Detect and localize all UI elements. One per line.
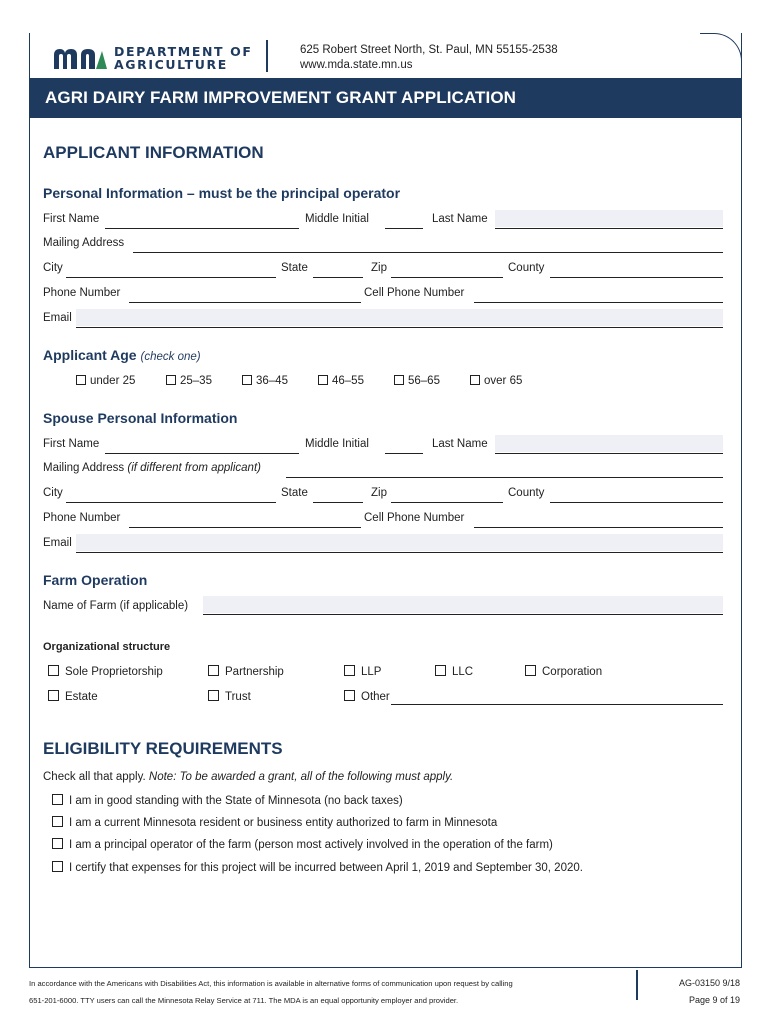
section-eligibility-heading: ELIGIBILITY REQUIREMENTS [43,739,283,758]
spouse-first-name-label: First Name [43,438,100,450]
spouse-email-field[interactable] [76,534,723,551]
org-llp[interactable] [344,665,381,678]
age-option-label: 36–45 [256,375,288,387]
form-id: AG-03150 9/18 [678,978,740,988]
logo-text [114,45,252,71]
mda-logo [52,44,252,72]
spouse-mailing-hint: (if different from applicant) [127,462,261,474]
footer-line2: 651-201-6000. TTY users can call the Minnesota Relay Service at 711. The MDA is an equal opportunity employer and provider. [29,996,459,1005]
spouse-county-label: County [508,487,545,499]
city-label: City [43,262,63,274]
eligibility-item-good-standing[interactable] [52,794,403,807]
spouse-city-field[interactable] [66,502,276,503]
spouse-first-name-field[interactable] [105,453,299,454]
age-option-over-65[interactable] [470,375,522,387]
org-option-label: Sole Proprietorship [65,666,163,678]
header-address [300,43,558,73]
footer-ada-notice [29,975,629,1009]
mailing-address-field[interactable] [133,252,723,253]
eligibility-item-certify-dates[interactable] [52,861,583,874]
org-trust[interactable] [208,690,251,703]
applicant-age-hint: (check one) [140,351,201,363]
checkbox-icon[interactable] [208,690,219,701]
org-sole-proprietorship[interactable] [48,665,163,678]
page-number: Page 9 of 19 [688,995,740,1005]
logo-text-line2: AGRICULTURE [114,57,228,72]
phone-label: Phone Number [43,287,121,299]
org-partnership[interactable] [208,665,284,678]
age-option-label: over 65 [484,375,523,387]
age-option-label: 56–65 [408,375,440,387]
eligibility-item-label: I am a current Minnesota resident or business entity authorized to farm in Minnesota [69,817,498,829]
phone-field[interactable] [129,302,361,303]
mn-logo-icon [52,45,108,71]
org-llc[interactable] [435,665,473,678]
farm-name-underline [203,614,723,615]
header-divider [266,40,268,72]
applicant-age-title: Applicant Age [43,347,137,363]
org-option-label: LLC [452,666,474,678]
spouse-zip-label: Zip [371,487,387,499]
checkbox-icon[interactable] [470,375,480,385]
checkbox-icon[interactable] [344,665,355,676]
cell-phone-label: Cell Phone Number [364,287,465,299]
age-option-25-35[interactable] [166,375,212,387]
age-option-label: under 25 [90,375,136,387]
checkbox-icon[interactable] [435,665,446,676]
checkbox-icon[interactable] [525,665,536,676]
state-field[interactable] [313,277,363,278]
org-option-label: LLP [361,666,382,678]
spouse-city-label: City [43,487,63,499]
org-option-label: Corporation [542,666,603,678]
spouse-middle-initial-field[interactable] [385,453,423,454]
eligibility-intro-text: Check all that apply. [43,771,146,783]
org-corporation[interactable] [525,665,602,678]
county-field[interactable] [550,277,723,278]
spouse-zip-field[interactable] [391,502,503,503]
zip-field[interactable] [391,277,503,278]
org-structure-heading: Organizational structure [43,641,171,653]
age-option-under-25[interactable] [76,375,135,387]
checkbox-icon[interactable] [318,375,328,385]
email-label: Email [43,312,72,324]
applicant-age-heading [43,347,201,363]
org-other-field[interactable] [391,704,723,705]
mailing-address-label: Mailing Address [43,237,125,249]
zip-label: Zip [371,262,387,274]
farm-operation-heading: Farm Operation [43,572,148,588]
age-option-36-45[interactable] [242,375,288,387]
spouse-last-name-underline [495,453,723,454]
state-label: State [281,262,308,274]
spouse-middle-initial-label: Middle Initial [305,438,369,450]
spouse-state-label: State [281,487,308,499]
checkbox-icon[interactable] [242,375,252,385]
checkbox-icon[interactable] [344,690,355,701]
last-name-label: Last Name [432,213,488,225]
footer-meta [672,975,740,1009]
spouse-mailing-address-title: Mailing Address [43,462,125,474]
spouse-last-name-label: Last Name [432,438,488,450]
farm-name-field[interactable] [203,596,723,613]
footer-divider [636,970,638,1000]
checkbox-icon[interactable] [76,375,86,385]
farm-name-label: Name of Farm (if applicable) [43,600,189,612]
org-option-label: Other [361,691,390,703]
spouse-cell-phone-field[interactable] [474,527,723,528]
logo-text-line1: DEPARTMENT OF [114,44,253,59]
eligibility-item-label: I am in good standing with the State of Minnesota (no back taxes) [69,795,403,807]
checkbox-icon[interactable] [48,665,59,676]
spouse-mailing-address-label [43,462,261,474]
org-option-label: Partnership [225,666,284,678]
county-label: County [508,262,545,274]
checkbox-icon[interactable] [52,816,63,827]
last-name-underline [495,228,723,229]
eligibility-item-label: I certify that expenses for this project will be incurred between April 1, 2019 and September 30, 2020. [69,862,583,874]
org-option-label: Estate [65,691,98,703]
personal-info-heading: Personal Information – must be the principal operator [43,185,401,201]
spouse-email-label: Email [43,537,72,549]
checkbox-icon[interactable] [208,665,219,676]
eligibility-intro [43,771,453,783]
section-applicant-heading: APPLICANT INFORMATION [43,143,264,162]
cell-phone-field[interactable] [474,302,723,303]
checkbox-icon[interactable] [166,375,176,385]
last-name-field[interactable] [495,210,723,227]
eligibility-item-resident[interactable] [52,816,497,829]
checkbox-icon[interactable] [52,861,63,872]
middle-initial-field[interactable] [385,228,423,229]
email-field[interactable] [76,309,723,326]
spouse-phone-field[interactable] [129,527,361,528]
footer-line1: In accordance with the Americans with Disabilities Act, this information is available in alternative forms of communication upon request by calling [29,979,513,988]
spouse-state-field[interactable] [313,502,363,503]
spouse-mailing-address-field[interactable] [286,477,723,478]
spouse-email-underline [76,552,723,553]
spouse-county-field[interactable] [550,502,723,503]
website-link[interactable]: www.mda.state.mn.us [300,59,413,71]
age-option-46-55[interactable] [318,375,364,387]
checkbox-icon[interactable] [394,375,404,385]
spouse-last-name-field[interactable] [495,435,723,452]
email-underline [76,327,723,328]
spouse-info-heading: Spouse Personal Information [43,410,238,426]
checkbox-icon[interactable] [52,794,63,805]
eligibility-item-principal-operator[interactable] [52,838,553,851]
spouse-phone-label: Phone Number [43,512,121,524]
checkbox-icon[interactable] [48,690,59,701]
form-title: AGRI DAIRY FARM IMPROVEMENT GRANT APPLICATION [29,78,741,118]
org-other[interactable] [344,690,390,703]
middle-initial-label: Middle Initial [305,213,369,225]
checkbox-icon[interactable] [52,838,63,849]
first-name-label: First Name [43,213,100,225]
age-option-56-65[interactable] [394,375,440,387]
eligibility-item-label: I am a principal operator of the farm (person most actively involved in the operation of the farm) [69,839,553,851]
spouse-cell-phone-label: Cell Phone Number [364,512,465,524]
age-option-label: 46–55 [332,375,364,387]
org-option-label: Trust [225,691,251,703]
first-name-field[interactable] [105,228,299,229]
eligibility-note: Note: To be awarded a grant, all of the following must apply. [148,771,454,783]
city-field[interactable] [66,277,276,278]
org-estate[interactable] [48,690,98,703]
age-option-label: 25–35 [180,375,212,387]
address-line1: 625 Robert Street North, St. Paul, MN 55155-2538 [300,44,558,56]
